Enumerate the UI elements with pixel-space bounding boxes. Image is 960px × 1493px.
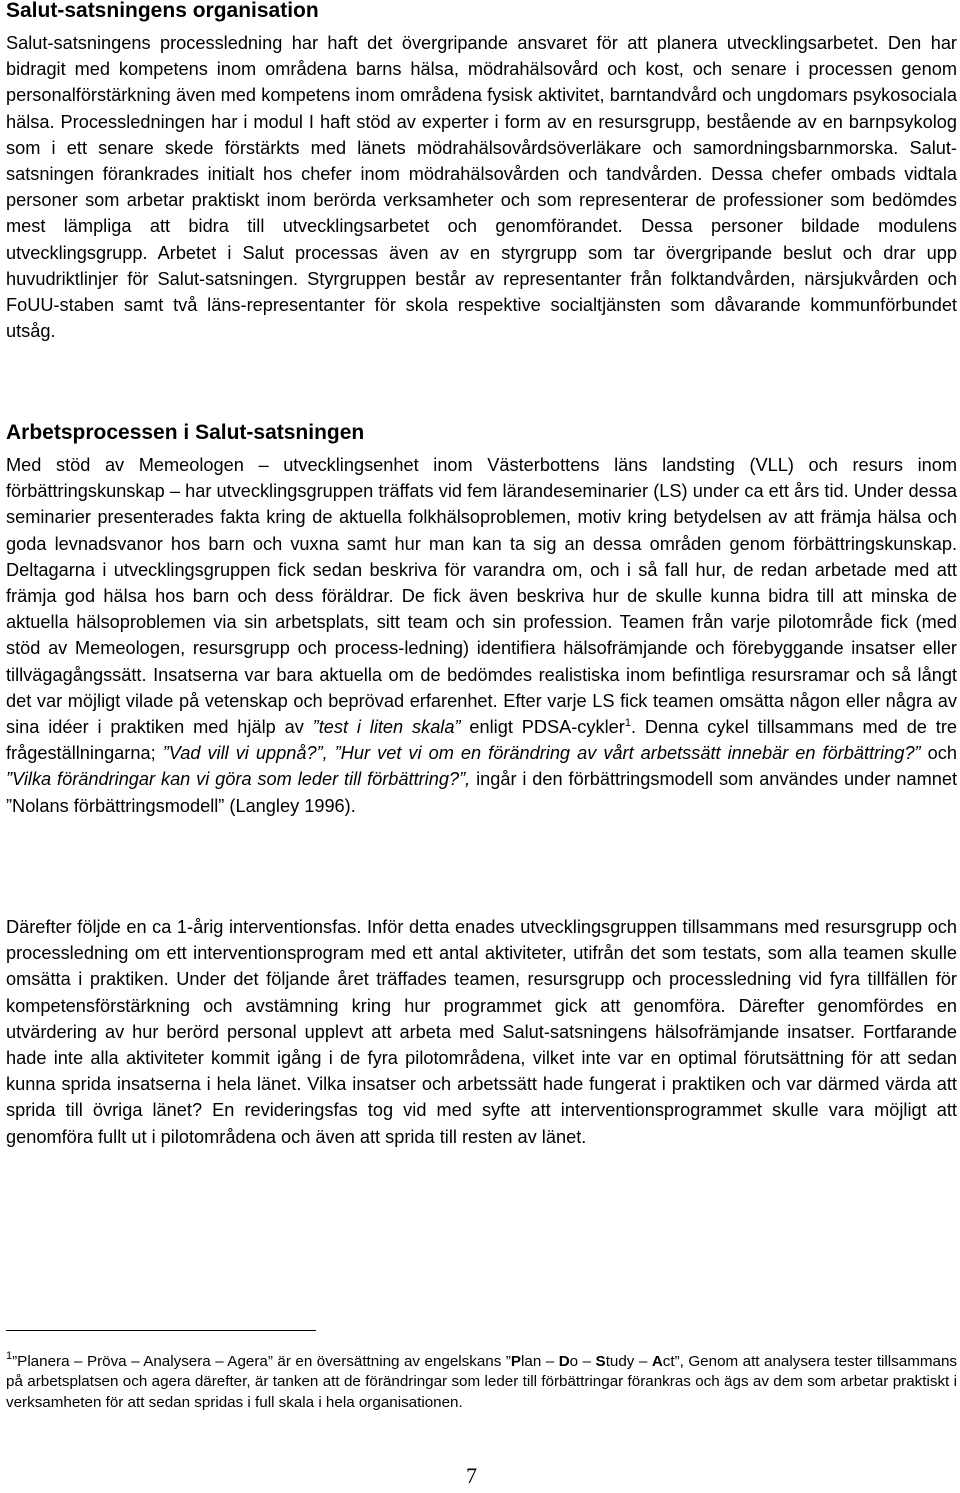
footnote-ref: 1 [624, 717, 631, 730]
text-run: enligt PDSA-cykler [460, 717, 625, 738]
text-run: ”Planera – Pröva – Analysera – Agera” är en översättning av engelskans ” [12, 1353, 511, 1370]
bold-letter: A [651, 1353, 663, 1370]
text-run: . Denna cykel tillsammans med de tre frågeställningarna; [6, 717, 958, 764]
text-run: lan – [521, 1353, 559, 1370]
bold-letter: D [558, 1353, 570, 1370]
section-heading-organisation: Salut-satsningens organisation [6, 0, 319, 22]
footnote [6, 1352, 957, 1413]
page-number: 7 [466, 1463, 477, 1488]
paragraph-arbetsprocessen-2: Därefter följde en ca 1-årig interventionsfas. Inför detta enades utvecklingsgruppen tillsammans med resursgrupp och processledning om ett interventionsprogram med ett antal aktiviteter, utifrån det som testats, som alla teamen skulle omsätta i praktiken. Under det följande året träffades teamen, resursgrupp och processledning vid fyra tillfällen för kompetensförstärkning och avstämning kring hur programmet gick att genomföra. Därefter genomfördes en utvärdering av hur berörd personal upplevt att arbeta med Salut-satsningens hälsofrämjande insatser. Fortfarande hade inte alla aktiviteter kommit igång i de fyra pilotområdena, vilket inte var en optimal förutsättning för att sedan kunna sprida insatserna i hela länet. Vilka insatser och arbetssätt hade fungerat i praktiken och var därmed värda att sprida till övriga länet? En revideringsfas tog vid med syfte att interventionsprogrammet skulle vara möjligt att genomföra fullt ut i pilotområdena och även att sprida till resten av länet. [6, 917, 957, 1147]
text-run: ct”, Genom att analysera tester tillsammans på arbetsplatsen och agera därefter, är tanken att de förändringar som leder till förbättringar förankras och ägs av dem som arbetar praktiskt i verksamheten för att sedan spridas i full skala i hela organisationen. [6, 1353, 957, 1411]
paragraph-organisation: Salut-satsningens processledning har haft det övergripande ansvaret för att planera utvecklingsarbetet. Den har bidragit med kompetens inom områdena barns hälsa, mödrahälsovård och kost, och senare i processen genom personalförstärkning även med kompetens inom områdena fysisk aktivitet, barntandvård och ungdomars psykosociala hälsa. Processledningen har i modul I haft stöd av experter i form av en resursgrupp, bestående av en barnpsykolog som i ett senare skede förstärkts med länets mödrahälsovårdsöverläkare och samordningsbarnmorska. Salut-satsningen förankrades initialt hos chefer inom mödrahälsovården och tandvården. Dessa chefer ombads vidtala personer som arbetar praktiskt inom berörda verksamheter och som representerar de professioner som bedömdes mest lämpliga att bidra till utvecklingsarbetet och genomförandet. Dessa personer bildade modulens utvecklingsgrupp. Arbetet i Salut processas även av en styrgrupp som tar övergripande beslut och drar upp huvudriktlinjer för Salut-satsningen. Styrgruppen består av representanter från folktandvården, närsjukvården och FoUU-staben samt två läns-representanter för skola respektive socialtjänsten som dåvarande kommunförbundet utsåg. [6, 33, 957, 342]
paragraph-arbetsprocessen-1 [6, 452, 957, 819]
text-run: och [920, 743, 957, 764]
italic-run: ”Vad vill vi uppnå?”, ”Hur vet vi om en förändring av vårt arbetssätt innebär en förbättring?” [162, 743, 921, 764]
bold-letter: S [595, 1353, 606, 1370]
footnote-divider [6, 1330, 316, 1331]
italic-run: ”test i liten skala” [312, 717, 461, 738]
text-run: o – [569, 1353, 596, 1370]
italic-run: ”Vilka förändringar kan vi göra som leder till förbättring?”, [6, 769, 471, 790]
text-run: Med stöd av Memeologen – utvecklingsenhet inom Västerbottens läns landsting (VLL) och resurs inom förbättringskunskap – har utvecklingsgruppen träffats vid fem lärandeseminarier (LS) under ca ett års tid. Under dessa seminarier presenterades fakta kring de aktuella folkhälsoproblemen, motiv kring betydelsen av att främja hälsa och goda levnadsvanor hos barn och vuxna samt hur man kan ta sig an dessa områden genom förbättringskunskap. Deltagarna i utvecklingsgruppen fick sedan beskriva för varandra om, och i så fall hur, de redan arbetade med att främja god hälsa hos barn och dess föräldrar. De fick även beskriva hur de skulle kunna bidra till att minska de aktuella hälsoproblemen via sin arbetsplats, sitt team och sin profession. Teamen från varje pilotområde fick (med stöd av Memeologen, resursgrupp och process-ledning) identifiera hälsofrämjande och förebyggande insatser eller tillvägagångssätt. Insatserna var bara aktuella om de bedömdes realistiska inom befintliga resursramar och så långt det var möjligt vilade på vetenskap och beprövad erfarenhet. Efter varje LS fick teamen omsätta någon eller några av sina idéer i praktiken med hjälp av [6, 455, 957, 738]
text-run: tudy – [605, 1353, 652, 1370]
section-heading-arbetsprocessen: Arbetsprocessen i Salut-satsningen [6, 421, 365, 444]
bold-letter: P [510, 1353, 522, 1370]
footnote-marker: 1 [6, 1350, 13, 1362]
text-run: ingår i den förbättringsmodell som användes under namnet ”Nolans förbättringsmodell” (Langley 1996). [6, 769, 958, 816]
